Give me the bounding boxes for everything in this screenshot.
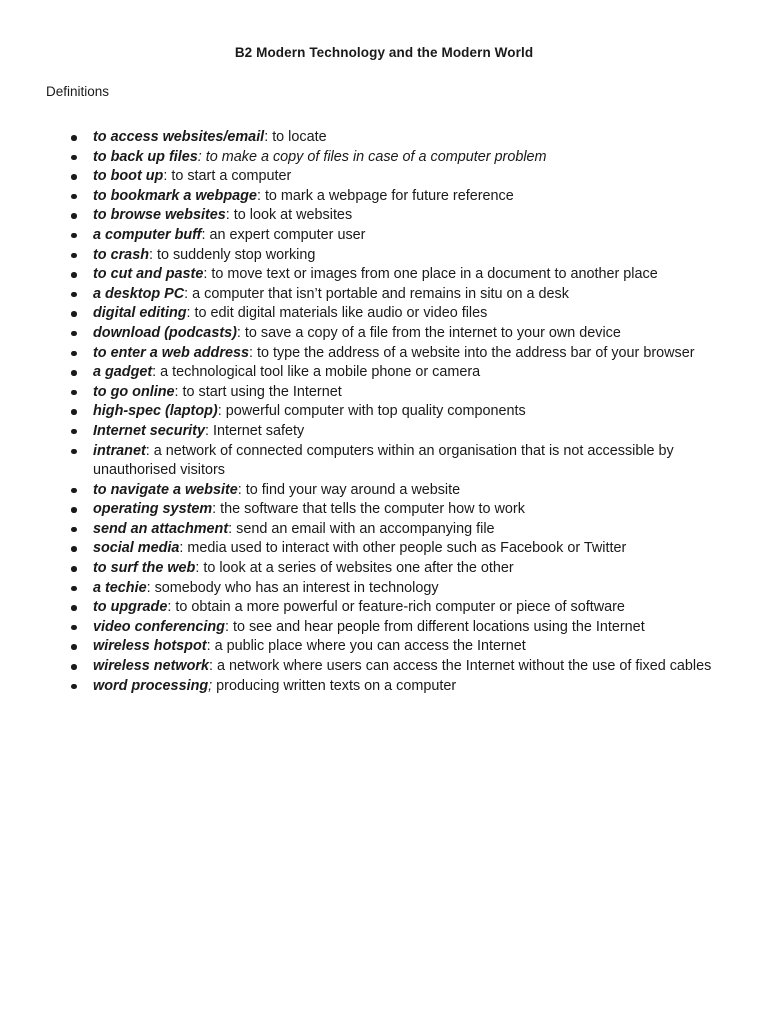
definition-term: operating system xyxy=(93,501,213,518)
definition-text: to start a computer xyxy=(171,168,292,185)
definition-text: a network of connected computers within an organisation that is not accessible by unauthorised visitors xyxy=(93,442,674,479)
definition-separator: : xyxy=(186,305,195,322)
definition-term: wireless network xyxy=(93,658,209,675)
definition-text: to look at a series of websites one after the other xyxy=(203,560,514,577)
definition-term: video conferencing xyxy=(93,618,225,635)
definition-text: a computer that isn’t portable and remains in situ on a desk xyxy=(192,285,569,302)
definition-term: to go online xyxy=(93,383,175,400)
definition-separator: : xyxy=(148,246,157,263)
definition-separator: : xyxy=(195,560,204,577)
definition-separator: : xyxy=(179,540,188,557)
definition-text: to mark a webpage for future reference xyxy=(264,187,514,204)
definition-text: Internet safety xyxy=(212,422,305,439)
list-item xyxy=(93,657,720,677)
definition-text: media used to interact with other people such as Facebook or Twitter xyxy=(187,540,627,557)
list-item xyxy=(93,363,720,383)
list-item xyxy=(93,304,720,324)
definition-text: the software that tells the computer how to work xyxy=(220,501,525,518)
list-item xyxy=(93,167,720,187)
list-item xyxy=(93,677,720,697)
definition-term: to back up files xyxy=(93,148,198,165)
definition-separator: : xyxy=(201,226,210,243)
definition-separator: : xyxy=(197,148,206,165)
list-item xyxy=(93,637,720,657)
definition-separator: : xyxy=(225,207,234,224)
section-heading: Definitions xyxy=(46,84,110,99)
list-item xyxy=(93,285,720,305)
definition-term: digital editing xyxy=(93,305,187,322)
definition-separator: : xyxy=(145,442,154,459)
definition-text: an expert computer user xyxy=(209,226,366,243)
definition-text: to suddenly stop working xyxy=(156,246,316,263)
list-item xyxy=(93,559,720,579)
definition-text: to look at websites xyxy=(233,207,353,224)
list-item xyxy=(93,598,720,618)
definition-text: to obtain a more powerful or feature-rich computer or piece of software xyxy=(175,599,625,616)
definition-term: to navigate a website xyxy=(93,481,238,498)
definition-separator: : xyxy=(146,579,155,596)
definition-term: word processing xyxy=(93,677,209,694)
list-item xyxy=(93,246,720,266)
definition-separator: : xyxy=(167,599,176,616)
list-item xyxy=(93,265,720,285)
list-item xyxy=(93,422,720,442)
definition-separator: : xyxy=(163,168,172,185)
definition-text: to make a copy of files in case of a computer problem xyxy=(205,148,547,165)
definition-text: to move text or images from one place in a document to another place xyxy=(211,266,658,283)
definition-text: powerful computer with top quality components xyxy=(225,403,526,420)
definition-term: a desktop PC xyxy=(93,285,185,302)
definition-text: to save a copy of a file from the internet to your own device xyxy=(244,324,621,341)
list-item xyxy=(93,383,720,403)
definition-term: to boot up xyxy=(93,168,164,185)
definition-text: a technological tool like a mobile phone or camera xyxy=(160,364,481,381)
list-item xyxy=(93,442,720,481)
list-item xyxy=(93,148,720,168)
definition-separator: : xyxy=(224,618,233,635)
list-item xyxy=(93,402,720,422)
definition-separator: : xyxy=(203,266,212,283)
definition-term: send an attachment xyxy=(93,520,229,537)
list-item xyxy=(93,481,720,501)
definition-term: to browse websites xyxy=(93,207,226,224)
definition-separator: : xyxy=(206,638,215,655)
list-item xyxy=(93,226,720,246)
definition-separator: : xyxy=(174,383,183,400)
list-item xyxy=(93,128,720,148)
definition-text: a public place where you can access the Internet xyxy=(214,638,526,655)
definition-text: to type the address of a website into the address bar of your browser xyxy=(256,344,695,361)
list-item xyxy=(93,579,720,599)
definition-term: high-spec (laptop) xyxy=(93,403,218,420)
definition-term: to crash xyxy=(93,246,149,263)
definition-separator: : xyxy=(228,520,237,537)
definition-term: a gadget xyxy=(93,364,153,381)
definition-term: to bookmark a webpage xyxy=(93,187,257,204)
list-item xyxy=(93,500,720,520)
definition-separator: : xyxy=(208,658,217,675)
definition-term: social media xyxy=(93,540,180,557)
definition-separator: : xyxy=(236,324,245,341)
definition-text: somebody who has an interest in technology xyxy=(154,579,439,596)
definition-text: to start using the Internet xyxy=(182,383,342,400)
definition-text: a network where users can access the Internet without the use of fixed cables xyxy=(216,658,712,675)
definition-term: to access websites/email xyxy=(93,129,265,145)
definition-separator: : xyxy=(212,501,221,518)
definition-separator: : xyxy=(248,344,257,361)
definition-term: to upgrade xyxy=(93,599,168,616)
definition-separator: : xyxy=(184,285,193,302)
definition-term: a techie xyxy=(93,579,147,596)
definition-separator: : xyxy=(256,187,265,204)
definition-term: a computer buff xyxy=(93,226,202,243)
list-item xyxy=(93,324,720,344)
definitions-list xyxy=(0,128,720,696)
definition-separator: : xyxy=(264,129,273,145)
definition-separator: : xyxy=(152,364,161,381)
definition-separator: ; xyxy=(208,677,217,694)
definition-text: to see and hear people from different locations using the Internet xyxy=(232,618,645,635)
definition-term: to surf the web xyxy=(93,560,196,577)
list-item xyxy=(93,520,720,540)
definition-term: download (podcasts) xyxy=(93,324,237,341)
document-title: B2 Modern Technology and the Modern World xyxy=(234,45,534,60)
definition-term: to enter a web address xyxy=(93,344,249,361)
definition-term: to cut and paste xyxy=(93,266,204,283)
definition-text: producing written texts on a computer xyxy=(216,677,457,694)
definition-text: to find your way around a website xyxy=(245,481,461,498)
definition-text: to locate xyxy=(272,129,327,145)
definition-term: Internet security xyxy=(93,422,205,439)
definition-term: intranet xyxy=(93,442,146,459)
definition-text: send an email with an accompanying file xyxy=(236,520,495,537)
list-item xyxy=(93,618,720,638)
definition-separator: : xyxy=(217,403,226,420)
definition-text: to edit digital materials like audio or video files xyxy=(194,305,488,322)
list-item xyxy=(93,539,720,559)
list-item xyxy=(93,344,720,364)
list-item xyxy=(93,187,720,207)
definition-term: wireless hotspot xyxy=(93,638,207,655)
definition-separator: : xyxy=(204,422,213,439)
list-item xyxy=(93,206,720,226)
definition-separator: : xyxy=(237,481,246,498)
